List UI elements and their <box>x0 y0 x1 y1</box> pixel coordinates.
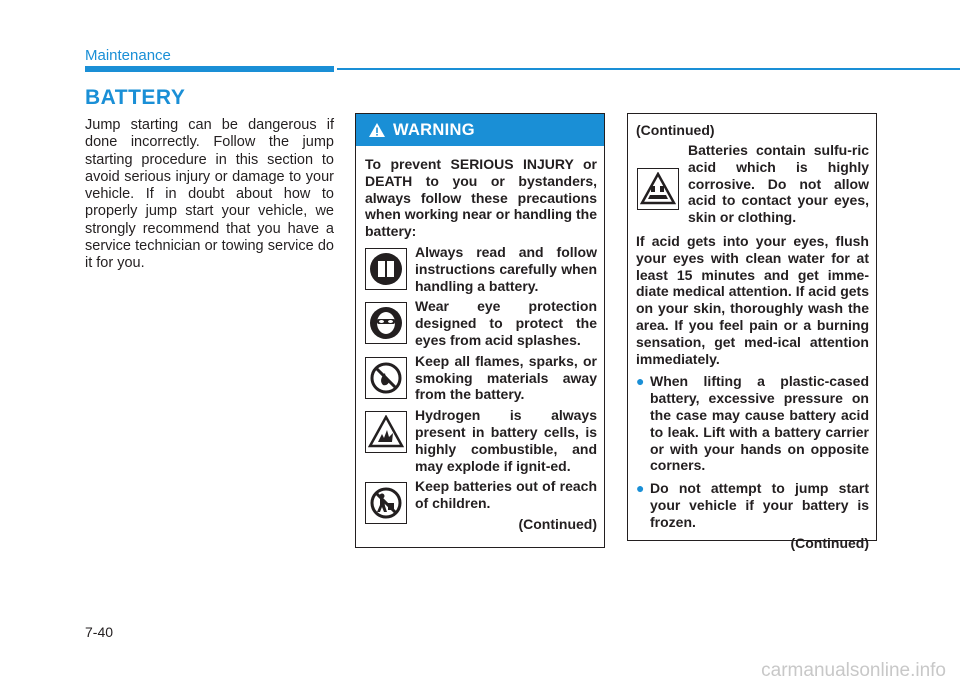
warning-header <box>356 114 604 146</box>
manual-book-icon <box>365 248 407 290</box>
bullet-dot-icon: ● <box>636 373 645 390</box>
warning-item-text: Wear eye protection designed to protect the eyes from acid splashes. <box>415 298 597 348</box>
explosive-warning-icon <box>365 411 407 453</box>
warning-item <box>636 142 869 226</box>
warning-item-text: Keep all flames, sparks, or smoking materials away from the battery. <box>415 352 597 403</box>
warning-intro: To prevent SERIOUS INJURY or DEATH to you or bystanders, always follow these precautions when working near or handling the battery: <box>365 156 597 240</box>
watermark: carmanualsonline.info <box>761 660 946 681</box>
bullet-dot-icon: ● <box>636 480 645 497</box>
warning-item <box>356 353 604 403</box>
warning-triangle-icon <box>368 122 386 138</box>
warning-item-text: Hydrogen is always present in battery cells, is highly combustible, and may explode if ignit-ed. <box>415 407 597 474</box>
warning-continued-box <box>627 113 877 551</box>
warning-item-text: Always read and follow instructions carefully when handling a battery. <box>415 243 597 294</box>
header-rule-thick <box>85 66 334 72</box>
intro-paragraph: Jump starting can be dangerous if done incorrectly. Follow the jump starting procedure in this section to avoid serious injury or damage to your vehicle. If in doubt about how to properly jump start your vehicle, we strongly recommend that you have a service technician or towing service do it for you. <box>85 117 334 272</box>
warning-item <box>356 407 604 474</box>
section-title: Maintenance <box>85 47 171 64</box>
bullet-item <box>636 373 869 474</box>
bullet-text: Do not attempt to jump start your vehicle if your battery is frozen. <box>650 480 869 530</box>
warning-item-text: Batteries contain sulfu-ric acid which is highly corrosive. Do not allow acid to contact your eyes, skin or clothing. <box>688 142 869 226</box>
bullet-text: When lifting a plastic-cased battery, excessive pressure on the case may cause battery acid to leak. Lift with a battery carrier or with your hands on opposite corners. <box>650 373 869 474</box>
continued-label: (Continued) <box>518 515 597 532</box>
continued-top-label: (Continued) <box>636 122 715 138</box>
page-number: 7-40 <box>85 624 114 640</box>
warning-item <box>356 478 604 512</box>
eye-protection-icon <box>365 302 407 344</box>
warning-item <box>356 298 604 348</box>
corrosive-acid-icon <box>637 168 679 210</box>
warning-item-text: Keep batteries out of reach of children. <box>415 478 597 512</box>
warning-item <box>356 244 604 294</box>
no-flames-icon <box>365 357 407 399</box>
warning-box <box>355 113 605 548</box>
header-rule-thin <box>337 68 960 70</box>
keep-away-children-icon <box>365 482 407 524</box>
continued-end-label: (Continued) <box>790 534 869 551</box>
warning-label: WARNING <box>393 120 475 139</box>
acid-first-aid-text: If acid gets into your eyes, flush your eyes with clean water for at least 15 minutes and get imme-diate medical attention. If acid gets on your skin, thoroughly wash the area. If you feel pain or a burning sensation, get med-ical attention immediately. <box>636 232 869 367</box>
page-heading: BATTERY <box>85 86 186 109</box>
bullet-item <box>636 480 869 530</box>
